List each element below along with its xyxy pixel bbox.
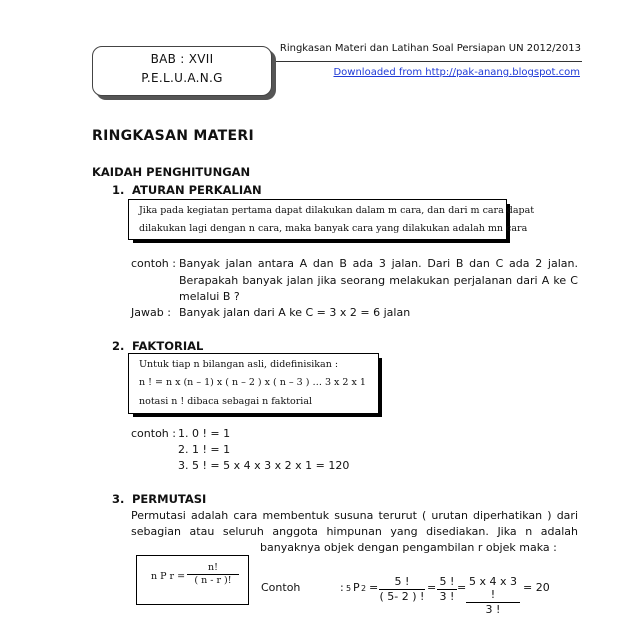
list-item: 1. 0 ! = 1 bbox=[178, 427, 231, 440]
definition-text: Jika pada kegiatan pertama dapat dilakukan dalam m cara, dan dari m cara dapat bbox=[139, 205, 535, 216]
definition-box-faktorial bbox=[128, 353, 379, 414]
definition-text: Untuk tiap n bilangan asli, didefinisikan : bbox=[139, 359, 339, 370]
example-label: Contoh bbox=[261, 581, 301, 594]
section-number: 1. bbox=[112, 183, 125, 197]
chapter-number: BAB : XVII bbox=[150, 52, 214, 66]
suffix-subscript: 2 bbox=[361, 584, 367, 593]
example-label: contoh : bbox=[131, 257, 176, 270]
fraction-1 bbox=[379, 575, 425, 603]
fraction-numerator: 5 ! bbox=[394, 575, 410, 588]
download-link[interactable]: Downloaded from http://pak-anang.blogspot.com bbox=[333, 67, 580, 78]
answer-label: Jawab : bbox=[131, 306, 171, 319]
example-text: Banyak jalan antara A dan B ada 3 jalan. Dari B dan C ada 2 jalan. bbox=[179, 257, 578, 270]
example-text: Berapakah banyak jalan jika seorang melakukan perjalanan dari A ke C bbox=[179, 274, 578, 287]
fraction-numerator: 5 ! bbox=[439, 575, 455, 588]
paragraph-line: Permutasi adalah cara membentuk susuna terurut ( urutan diperhatikan ) dari bbox=[131, 509, 578, 522]
section-title: ATURAN PERKALIAN bbox=[132, 183, 262, 197]
prefix-subscript: 5 bbox=[346, 584, 352, 593]
definition-text: notasi n ! dibaca sebagai n faktorial bbox=[139, 396, 313, 407]
formula-box bbox=[136, 555, 249, 605]
equals-sign: = bbox=[457, 581, 467, 594]
equals-sign: = bbox=[369, 581, 379, 594]
section-faktorial bbox=[112, 339, 412, 353]
fraction-denominator: 3 ! bbox=[437, 589, 457, 603]
equals-sign: = bbox=[427, 581, 437, 594]
example-colon: : bbox=[340, 581, 344, 594]
fraction-3 bbox=[466, 575, 520, 616]
fraction-denominator: ( 5- 2 ) ! bbox=[379, 590, 425, 603]
formula-lhs: n P r = bbox=[151, 571, 186, 582]
chapter-box bbox=[92, 46, 272, 96]
page-heading: RINGKASAN MATERI bbox=[92, 128, 254, 144]
document-title: Ringkasan Materi dan Latihan Soal Persiapan UN 2012/2013 bbox=[279, 43, 581, 54]
result-value: = 20 bbox=[523, 581, 550, 594]
section-number: 2. bbox=[112, 339, 125, 353]
definition-text: n ! = n x (n – 1) x ( n – 2 ) x ( n – 3 ) … 3 x 2 x 1 bbox=[139, 377, 366, 388]
list-item: 2. 1 ! = 1 bbox=[178, 443, 231, 456]
paragraph-line: banyaknya objek dengan pengambilan r objek maka : bbox=[260, 541, 557, 554]
formula-numerator: n! bbox=[208, 562, 218, 573]
example-label: contoh : bbox=[131, 427, 176, 440]
formula-fraction bbox=[187, 562, 239, 586]
example-text: melalui B ? bbox=[179, 290, 240, 303]
fraction-denominator: 3 ! bbox=[466, 602, 520, 616]
definition-box-perkalian bbox=[128, 199, 535, 240]
section-heading: KAIDAH PENGHITUNGAN bbox=[92, 165, 251, 179]
definition-text: dilakukan lagi dengan n cara, maka banyak cara yang dilakukan adalah mn cara bbox=[139, 223, 528, 234]
paragraph-line: sebagian atau seluruh anggota himpunan yang disediakan. Jika n adalah bbox=[131, 525, 578, 538]
header-divider bbox=[276, 61, 582, 62]
list-item: 3. 5 ! = 5 x 4 x 3 x 2 x 1 = 120 bbox=[178, 459, 350, 472]
chapter-title: P.E.L.U.A.N.G bbox=[141, 71, 223, 85]
section-aturan-perkalian bbox=[112, 183, 412, 197]
section-title: FAKTORIAL bbox=[132, 339, 204, 353]
permutation-symbol: P bbox=[353, 581, 360, 594]
section-number: 3. bbox=[112, 492, 125, 506]
section-title: PERMUTASI bbox=[132, 492, 207, 506]
formula-denominator: ( n - r )! bbox=[187, 574, 239, 586]
fraction-2 bbox=[437, 575, 457, 603]
answer-text: Banyak jalan dari A ke C = 3 x 2 = 6 jalan bbox=[179, 306, 411, 319]
fraction-numerator: 5 x 4 x 3 ! bbox=[468, 575, 517, 601]
section-permutasi bbox=[112, 492, 412, 506]
